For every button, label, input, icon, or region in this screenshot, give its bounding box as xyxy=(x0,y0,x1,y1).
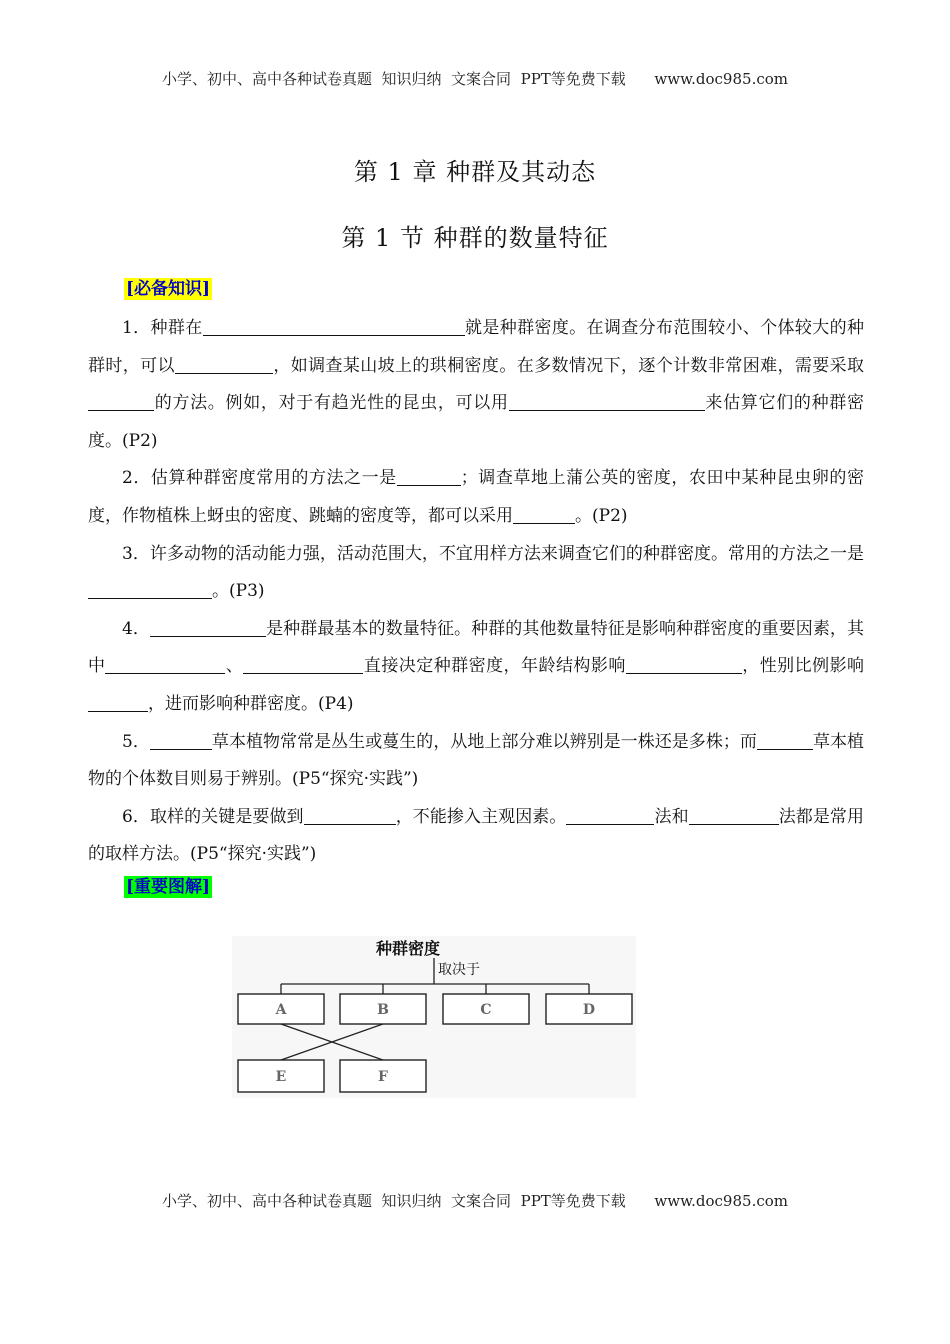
q3-text-a: 3．许多动物的活动能力强，活动范围大，不宜用样方法来调查它们的种群密度。常用的方法之一是 xyxy=(122,543,864,564)
q4-blank-2[interactable] xyxy=(105,653,225,674)
population-density-diagram xyxy=(232,932,636,1098)
question-list xyxy=(88,310,864,874)
box-a-label: A xyxy=(275,1002,287,1018)
q1-blank-4[interactable] xyxy=(509,390,705,411)
q1-text-a: 1．种群在 xyxy=(122,318,203,338)
q6-text-c: 法和 xyxy=(654,806,689,827)
box-b-label: B xyxy=(377,1002,389,1018)
question-6 xyxy=(88,799,864,874)
q4-blank-3[interactable] xyxy=(243,653,363,674)
page-footer: 小学、初中、高中各种试卷真题 知识归纳 文案合同 PPT等免费下载 www.doc985.com xyxy=(161,1192,788,1210)
question-5 xyxy=(88,724,864,799)
q1-blank-1[interactable] xyxy=(203,315,465,336)
q4-text-b: 是种群最基本的数量特征。种群的其他数量特征是影响种群密度的重要因素，其中 xyxy=(88,618,864,677)
q4-blank-4[interactable] xyxy=(626,653,742,674)
q2-blank-1[interactable] xyxy=(397,465,461,486)
question-2 xyxy=(88,460,864,535)
question-4 xyxy=(88,611,864,724)
section-title: 第 1 节 种群的数量特征 xyxy=(341,224,609,252)
q5-text-a: 5． xyxy=(122,731,150,752)
diagram-edge-label: 取决于 xyxy=(438,962,480,978)
q4-text-e: ，性别比例影响 xyxy=(741,656,865,677)
q2-text-c: 。(P2) xyxy=(575,505,628,526)
box-f-label: F xyxy=(378,1069,388,1085)
question-3 xyxy=(88,536,864,611)
q4-text-c: 、 xyxy=(225,656,244,677)
q6-text-a: 6．取样的关键是要做到 xyxy=(122,806,304,827)
diagram-tag: [重要图解] xyxy=(126,877,211,897)
question-1 xyxy=(88,310,864,460)
knowledge-tag: [必备知识] xyxy=(126,279,211,299)
q4-text-d: 直接决定种群密度，年龄结构影响 xyxy=(363,656,626,677)
box-d-label: D xyxy=(582,1002,596,1018)
q5-blank-2[interactable] xyxy=(757,729,813,750)
q2-blank-2[interactable] xyxy=(513,503,575,524)
q1-blank-2[interactable] xyxy=(175,353,273,374)
q1-text-e: 来估算它们的种群密度。(P2) xyxy=(88,393,865,451)
q4-blank-1[interactable] xyxy=(150,616,266,637)
q5-text-c: 草本植物的个体数目则易于辨别。(P5“探究·实践”) xyxy=(88,731,865,790)
q3-text-b: 。(P3) xyxy=(212,581,265,602)
q5-text-b: 草本植物常常是丛生或蔓生的，从地上部分难以辨别是一株还是多株；而 xyxy=(211,731,757,752)
q6-blank-3[interactable] xyxy=(689,804,779,825)
q1-text-d: 的方法。例如，对于有趋光性的昆虫，可以用 xyxy=(154,393,509,414)
q2-text-b: ；调查草地上蒲公英的密度，农田中某种昆虫卵的密度，作物植株上蚜虫的密度、跳蝻的密度等，都可以采用 xyxy=(88,468,864,526)
q1-text-b: 就是种群密度。在调查分布范围较小、个体较大的种群时，可以 xyxy=(88,318,864,376)
box-e-label: E xyxy=(275,1069,287,1085)
q2-text-a: 2．估算种群密度常用的方法之一是 xyxy=(122,468,397,489)
q3-blank-1[interactable] xyxy=(88,578,212,599)
chapter-title: 第 1 章 种群及其动态 xyxy=(353,158,597,186)
q6-text-b: ，不能掺入主观因素。 xyxy=(395,806,567,827)
q4-text-f: ，进而影响种群密度。(P4) xyxy=(148,693,354,714)
q6-blank-2[interactable] xyxy=(566,804,654,825)
box-c-label: C xyxy=(480,1002,492,1018)
q4-text-a: 4． xyxy=(122,618,150,639)
diagram-top-label: 种群密度 xyxy=(375,939,441,958)
q6-text-d: 法都是常用的取样方法。(P5“探究·实践”) xyxy=(88,806,865,865)
page-header: 小学、初中、高中各种试卷真题 知识归纳 文案合同 PPT等免费下载 www.doc985.com xyxy=(161,70,788,88)
q4-blank-5[interactable] xyxy=(88,691,148,712)
q1-blank-3[interactable] xyxy=(88,390,154,411)
q1-text-c: ，如调查某山坡上的珙桐密度。在多数情况下，逐个计数非常困难，需要采取 xyxy=(272,355,865,376)
q6-blank-1[interactable] xyxy=(304,804,396,825)
q5-blank-1[interactable] xyxy=(150,729,212,750)
